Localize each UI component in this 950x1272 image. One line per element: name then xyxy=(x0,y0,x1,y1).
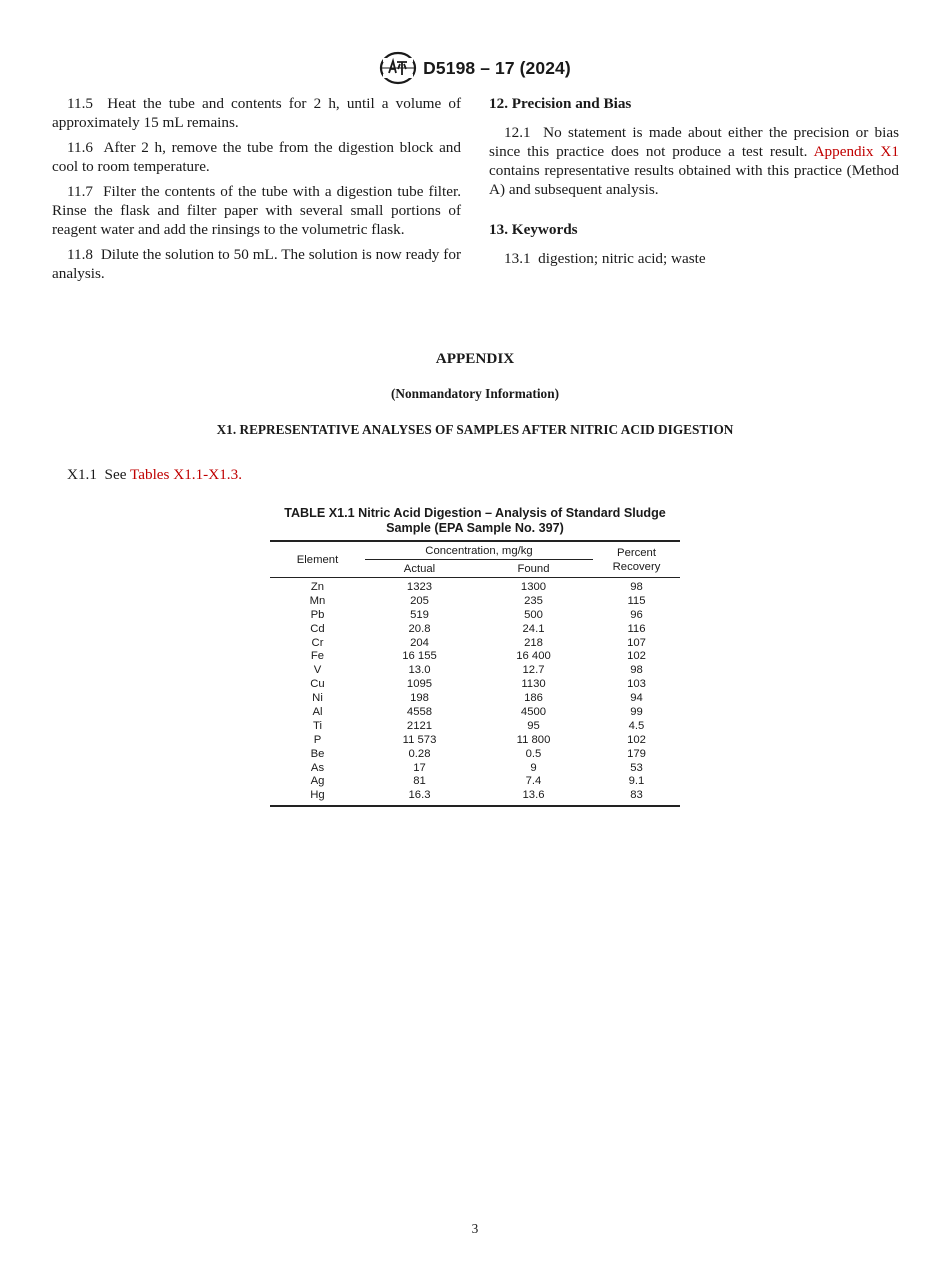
paragraph-11-8 xyxy=(52,245,461,283)
cell-element: Cd xyxy=(310,622,325,635)
cell-found: 4500 xyxy=(520,706,547,719)
cell-found: 12.7 xyxy=(522,664,545,677)
cell-recovery: 4.5 xyxy=(628,719,645,732)
paragraph-number: 12.1 xyxy=(504,124,531,141)
astm-logo-icon xyxy=(379,51,417,85)
header-found: Found xyxy=(517,563,550,575)
cell-actual: 0.28 xyxy=(408,747,431,760)
table-row xyxy=(270,581,680,595)
cell-actual: 13.0 xyxy=(408,664,431,677)
table-top-rule xyxy=(270,540,680,542)
table-caption-line: Sample (EPA Sample No. 397) xyxy=(386,521,564,535)
paragraph-number: X1.1 xyxy=(67,466,97,483)
cell-actual: 198 xyxy=(410,692,429,705)
cell-recovery: 98 xyxy=(630,581,643,593)
cell-found: 9 xyxy=(530,761,537,774)
cell-element: Zn xyxy=(310,581,325,593)
table-row xyxy=(270,706,680,720)
appendix-subtitle: (Nonmandatory Information) xyxy=(390,386,560,401)
cell-found: 500 xyxy=(524,608,543,621)
cell-recovery: 9.1 xyxy=(628,775,645,788)
cell-actual: 204 xyxy=(410,636,429,649)
document-id: D5198 – 17 (2024) xyxy=(423,57,571,78)
table-bottom-rule xyxy=(270,805,680,807)
cell-recovery: 116 xyxy=(627,622,646,635)
table-row xyxy=(270,720,680,734)
cell-actual: 1323 xyxy=(406,581,433,593)
cell-element: Hg xyxy=(310,789,325,802)
paragraph-number: 11.8 xyxy=(67,246,94,263)
cell-actual: 20.8 xyxy=(408,622,431,635)
cell-found: 24.1 xyxy=(522,622,545,635)
cell-element: As xyxy=(310,761,325,774)
cell-found: 1300 xyxy=(520,581,547,593)
cell-actual: 519 xyxy=(410,608,429,621)
cell-recovery: 98 xyxy=(630,664,643,677)
cell-actual: 11 573 xyxy=(402,733,437,746)
cell-actual: 2121 xyxy=(406,719,433,732)
header-recovery-line2: Recovery xyxy=(612,561,661,573)
cell-recovery: 99 xyxy=(630,706,643,719)
cell-recovery: 102 xyxy=(627,733,646,746)
cell-element: Be xyxy=(310,747,325,760)
cell-element: Mn xyxy=(309,594,326,607)
header-concentration: Concentration, mg/kg xyxy=(425,545,533,557)
header-element: Element xyxy=(296,554,339,566)
cell-actual: 16 155 xyxy=(402,650,437,663)
cell-found: 11 800 xyxy=(516,733,551,746)
paragraph-text: contains representative results obtained with this practice (Method A) and subsequent analysis. xyxy=(489,162,899,198)
page-number: 3 xyxy=(471,1221,479,1236)
paragraph-text: Dilute the solution to 50 mL. The solution is now ready for analysis. xyxy=(52,246,461,282)
paragraph-number: 11.6 xyxy=(67,139,94,156)
header-actual: Actual xyxy=(403,563,436,575)
paragraph-11-6 xyxy=(52,138,461,176)
cell-element: V xyxy=(313,664,322,677)
cell-found: 1130 xyxy=(521,678,546,691)
cell-found: 0.5 xyxy=(525,747,542,760)
cell-recovery: 94 xyxy=(630,692,643,705)
cell-found: 13.6 xyxy=(522,789,545,802)
table-body xyxy=(270,581,680,803)
paragraph-number: 13.1 xyxy=(504,250,531,267)
cell-found: 95 xyxy=(527,719,540,732)
cell-actual: 4558 xyxy=(406,706,433,719)
cell-actual: 1095 xyxy=(406,678,433,691)
page-header xyxy=(0,51,950,85)
paragraph-text: Heat the tube and contents for 2 h, until a volume of approximately 15 mL remains. xyxy=(52,95,462,131)
table-row xyxy=(270,623,680,637)
section-13-heading: 13. Keywords xyxy=(489,221,578,238)
paragraph-number: 11.5 xyxy=(67,95,94,112)
header-group-rule xyxy=(365,559,593,560)
table-row xyxy=(270,775,680,789)
paragraph-11-7 xyxy=(52,182,461,239)
cell-element: Al xyxy=(312,706,323,719)
section-12-heading: 12. Precision and Bias xyxy=(489,95,632,112)
cell-recovery: 53 xyxy=(630,761,643,774)
cell-found: 186 xyxy=(524,692,543,705)
header-bottom-rule xyxy=(270,577,680,578)
table-row xyxy=(270,748,680,762)
cell-actual: 17 xyxy=(413,761,426,774)
table-row xyxy=(270,692,680,706)
cell-recovery: 103 xyxy=(627,678,646,691)
cell-found: 7.4 xyxy=(525,775,542,788)
table-row xyxy=(270,650,680,664)
paragraph-13-1 xyxy=(489,249,899,268)
cell-recovery: 96 xyxy=(630,608,643,621)
cell-actual: 205 xyxy=(410,594,429,607)
table-row xyxy=(270,595,680,609)
tables-link[interactable]: Tables X1.1-X1.3. xyxy=(130,466,242,483)
table-caption-line: TABLE X1.1 Nitric Acid Digestion – Analysis of Standard Sludge xyxy=(284,506,666,520)
table-row xyxy=(270,762,680,776)
cell-recovery: 107 xyxy=(627,636,646,649)
paragraph-x1-1 xyxy=(67,466,242,484)
cell-found: 218 xyxy=(524,636,543,649)
paragraph-text: See xyxy=(104,466,127,483)
cell-element: Ni xyxy=(312,692,323,705)
header-recovery-line1: Percent xyxy=(617,547,656,559)
appendix-section-heading: X1. REPRESENTATIVE ANALYSES OF SAMPLES AFTER NITRIC ACID DIGESTION xyxy=(216,422,734,437)
right-column xyxy=(489,94,899,274)
cell-element: Ag xyxy=(310,775,325,788)
table-row xyxy=(270,734,680,748)
paragraph-number: 11.7 xyxy=(67,183,94,200)
cell-actual: 16.3 xyxy=(408,789,431,802)
table-row xyxy=(270,637,680,651)
table-row xyxy=(270,609,680,623)
paragraph-text: digestion; nitric acid; waste xyxy=(538,250,706,267)
cell-recovery: 115 xyxy=(627,594,646,607)
paragraph-text: No statement is made about either the precision or bias since this practice does not produce a test result. xyxy=(489,124,900,160)
cell-element: Fe xyxy=(310,650,325,663)
paragraph-11-5 xyxy=(52,94,461,132)
cell-found: 16 400 xyxy=(516,650,551,663)
left-column xyxy=(52,94,461,289)
cell-recovery: 83 xyxy=(630,789,643,802)
cell-element: Ti xyxy=(313,719,322,732)
paragraph-text: After 2 h, remove the tube from the digestion block and cool to room temperature. xyxy=(52,139,461,175)
cell-recovery: 179 xyxy=(627,747,646,760)
cell-actual: 81 xyxy=(413,775,426,788)
cell-found: 235 xyxy=(524,594,543,607)
table-row xyxy=(270,678,680,692)
cell-element: Cr xyxy=(311,636,324,649)
cell-element: P xyxy=(313,733,322,746)
table-row xyxy=(270,664,680,678)
cell-element: Pb xyxy=(310,608,325,621)
cell-element: Cu xyxy=(310,678,325,691)
cell-recovery: 102 xyxy=(627,650,646,663)
appendix-title: APPENDIX xyxy=(435,350,515,367)
paragraph-12-1 xyxy=(489,123,899,199)
table-caption xyxy=(270,506,680,536)
paragraph-text: Filter the contents of the tube with a digestion tube filter. Rinse the flask and filter paper with several small portions of reagent water and add the rinsings to the volumetric flask. xyxy=(52,183,461,238)
appendix-x1-link[interactable]: Appendix X1 xyxy=(813,143,899,160)
table-row xyxy=(270,789,680,803)
